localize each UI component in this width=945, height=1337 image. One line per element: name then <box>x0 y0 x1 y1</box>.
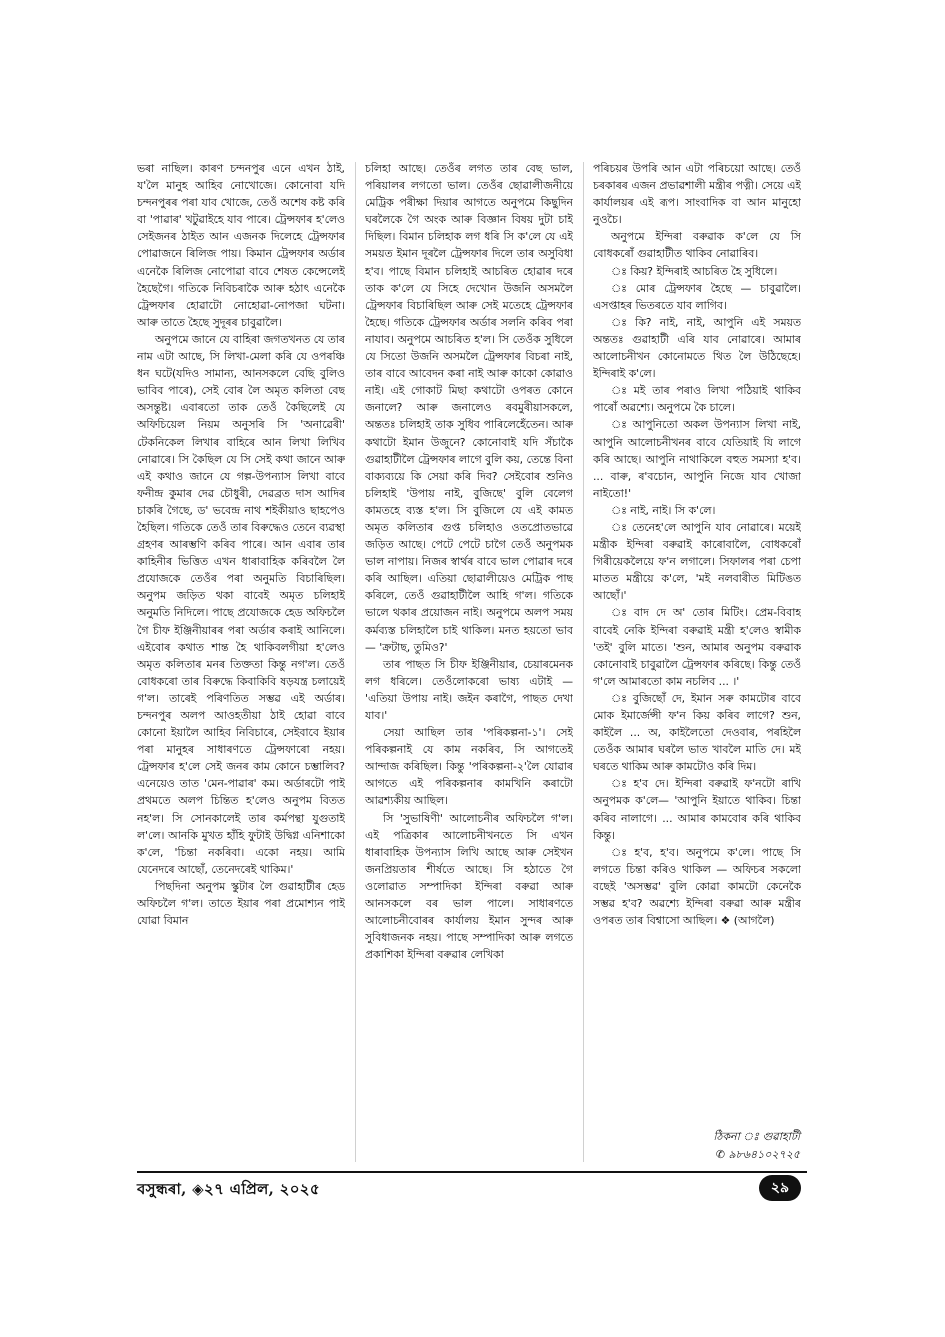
paragraph: ঃ বাদ দে অ' তোৰ মিটিং। প্ৰেম-বিবাহ বাবেই নেকি ইন্দিৰা বৰুৱাই মন্ত্ৰী হ'লেও স্বামীক 'তই' বুলি মাতে। 'শুন, আমাৰ অনুপম বৰুৱাক কোনোবাই চাবুৱালৈ ট্ৰেন্সফাৰ কৰিছে। কিন্তু তেওঁ গ'লে আমাৰতো কাম নচলিব ... ।' <box>593 606 801 688</box>
column-divider <box>355 162 356 1162</box>
paragraph: ঃ হ'ব দে। ইন্দিৰা বৰুৱাই ফ'নটো ৰাখি অনুপমক ক'লে— 'আপুনি ইয়াতে থাকিব। চিন্তা কৰিব নালাগে। ... আমাৰ কামবোৰ কৰি থাকিব কিন্তু। <box>593 777 801 842</box>
paragraph: পৰিচয়ৰ উপৰি আন এটা পৰিচয়ো আছে। তেওঁ চৰকাৰৰ এজন প্ৰভাৱশালী মন্ত্ৰীৰ পত্নী। সেয়ে এই কাৰ্যালয়ৰ এই ৰূপ। সাংবাদিক বা আন মানুহো নুওচৈ। <box>593 162 801 227</box>
paragraph: সেয়া আছিল তাৰ 'পৰিকল্পনা-১'। সেই পৰিকল্পনাই যে কাম নকৰিব, সি আগতেই আন্দাজ কৰিছিল। কিন্তু 'পৰিকল্পনা-২'লৈ যোৱাৰ আগতে এই পৰিকল্পনাৰ কামখিনি কৰাটো আৱশ্যকীয় আছিল। <box>365 726 573 808</box>
paragraph: অনুপমে জানে যে বাহিৰা জগতখনত যে তাৰ নাম এটা আছে, সি লিখা-মেলা কৰি যে ওপৰঞ্চি ধন ঘটে(যদিও সামান্য, আনসকলে বেছি বুলিও ভাবিব পাৰে), সেই বোৰ লৈ অমৃত কলিতা বেছ অসন্তুষ্ট। এবাৰতো তাক তেওঁ কৈছিলেই যে অফিচিয়েল নিয়ম অনুসৰি সি 'অনাৱেৰী' টেকনিকেল লিখাৰ বাহিৰে আন লিখা লিখিব নোৱাৰে। সি কৈছিল যে সি সেই কথা জানে আৰু এই কথাও জানে যে গল্প-উপন্যাস লিখা বাবে ফনীন্দ্ৰ কুমাৰ দেৱ চৌধুৰী, দেৱব্ৰত দাস আদিৰ চাকৰি গৈছে, ড' ভবেন্দ্ৰ নাথ শইকীয়াও ছাহপেও হৈছিল। গতিকে তেওঁ তাৰ বিৰুদ্ধেও তেনে ব্যৱস্থা গ্ৰহণৰ আৰম্ভণি কৰিব পাৰে। আন এবাৰ তাৰ কাহিনীৰ ভিত্তিত এখন ধাৰাবাহিক কৰিবলৈ লৈ প্ৰযোজকে তেওঁৰ পৰা অনুমতি বিচাৰিছিল। অনুপম জড়িত থকা বাবেই অমৃত চলিহাই অনুমতি নিদিলে। পাছে প্ৰযোজকে হেড অফিচলৈ গৈ চীফ ইঞ্জিনীয়াৰৰ পৰা অৰ্ডাৰ কৰাই আনিলে। এইবোৰ কথাত শান্ত হৈ থাকিবলগীয়া হ'লেও অমৃত কলিতাৰ মনৰ তিক্ততা কিন্তু নগ'ল। তেওঁ বোধকৰো তাৰ বিৰুদ্ধে কিবাকিবি ষড়যন্ত্ৰ চলায়েই গ'ল। তাৰেই পৰিণতিত সম্ভৱ এই অৰ্ডাৰ। চন্দনপুৰ অলপ আওহতীয়া ঠাই হোৱা বাবে কোনো ইয়ালৈ আহিব নিবিচাৰে, সেইবাবে ইয়াৰ পৰা মানুহৰ সাধাৰণতে ট্ৰেন্সফাৰো নহয়। ট্ৰেন্সফাৰ হ'লে সেই জনৰ কাম কোনে চম্ভালিব? এনেয়েও তাত 'মেন-পাৱাৰ' কম। অৰ্ডাৰটো পাই প্ৰথমতে অলপ চিন্তিত হ'লেও অনুপম বিতত নহ'ল। সি সোনকালেই তাৰ কৰ্মপন্থা যুগুতাই ল'লে। আনকি মুখত হাঁহি ফুটাই উদ্বিগ্ন এনিশাকো ক'লে, 'চিন্তা নকৰিবা। একো নহয়। আমি যেনেদৰে আছোঁ, তেনেদৰেই থাকিম।' <box>137 332 345 876</box>
author-address: ঠিকনা ঃ গুৱাহাটী <box>713 1130 800 1143</box>
article-column-1 <box>137 160 345 1170</box>
paragraph: ঃ হ'ব, হ'ব। অনুপমে ক'লে। পাছে সি লগতে চিন্তা কৰিও থাকিল — অফিচৰ সকলো বছেই 'অসম্ভৱ' বুলি কোৱা কামটো কেনেকৈ সম্ভৱ হ'ব? অৱশ্যে ইন্দিৰা বৰুৱা আৰু মন্ত্ৰীৰ ওপৰত তাৰ বিশ্বাসো আছিল। ❖ (আগলৈ) <box>593 845 801 928</box>
paragraph: পিছদিনা অনুপম স্কুটাৰ লৈ গুৱাহাটীৰ হেড অফিচলৈ গ'ল। তাতে ইয়াৰ পৰা প্ৰমোশ্যন পাই যোৱা বিমান <box>137 879 345 928</box>
column-divider <box>583 162 584 1162</box>
paragraph: ঃ কি? নাই, নাই, আপুনি এই সময়ত অন্ততঃ গুৱাহাটী এৰি যাব নোৱাৰে। আমাৰ আলোচনীখন কোনোমতে থিত লৈ উঠিছেহে। ইন্দিৰাই ক'লে। <box>593 315 801 381</box>
author-signature <box>600 1128 800 1164</box>
paragraph: ঃ নাই, নাই। সি ক'লে। <box>611 503 716 517</box>
paragraph: অনুপমে ইন্দিৰা বৰুৱাক ক'লে যে সি বোধকৰোঁ গুৱাহাটীত থাকিব নোৱাৰিব। <box>593 230 801 261</box>
footer-rule <box>137 1171 807 1173</box>
paragraph: ভৰা নাছিল। কাৰণ চন্দনপুৰ এনে এখন ঠাই, য'লৈ মানুহ আহিব নোখোজে। কোনোবা যদি চন্দনপুৰৰ পৰা যাব খোজে, তেওঁ অশেষ কষ্ট কৰি বা 'পাৱাৰ' খটুৱাইহে যাব পাৰে। ট্ৰেন্সফাৰ হ'লেও সেইজনৰ ঠাইত আন এজনক দিলেহে ট্ৰেন্সফাৰ পোৱাজনে ৰিলিজ পায়। কিমান ট্ৰেন্সফাৰ অৰ্ডাৰ এনেকৈ ৰিলিজ নোপোৱা বাবে শেষত কেন্সেলেই হৈছেগৈ। গতিকে নিবিচৰাকৈ আৰু হঠাৎ এনেকৈ ট্ৰেন্সফাৰ হোৱাটো নোহোৱা-নোপজা ঘটনা। আৰু তাতে হৈছে সুদূৰৰ চাবুৱালৈ। <box>137 162 345 329</box>
paragraph: ঃ কিয়? ইন্দিৰাই আচৰিত হৈ সুধিলে। <box>611 264 778 278</box>
paragraph: তাৰ পাছত সি চীফ ইঞ্জিনীয়াৰ, চেয়াৰমেনক লগ ধৰিলে। তেওঁলোকৰো ভাষ্য এটাই — 'এতিয়া উপায় নাই। জইন কৰাগৈ, পাছত দেখা যাব।' <box>365 657 573 722</box>
author-phone: ✆ ৯৮৬৪১০২৭২৫ <box>715 1148 800 1161</box>
paragraph: সি 'সুভাষিণী' আলোচনীৰ অফিচলৈ গ'ল। এই পত্ৰিকাৰ আলোচনীখনতে সি এখন ধাৰাবাহিক উপন্যাস লিখি আছে আৰু সেইখন জনপ্ৰিয়তাৰ শীৰ্ষতে আছে। সি হঠাতে গৈ ওলোৱাত সম্পাদিকা ইন্দিৰা বৰুৱা আৰু আনসকলে বৰ ভাল পালে। সাধাৰণতে আলোচনীবোৰৰ কাৰ্যালয় ইমান সুন্দৰ আৰু সুবিধাজনক নহয়। পাছে সম্পাদিকা আৰু লগতে প্ৰকাশিকা ইন্দিৰা বৰুৱাৰ লেখিকা <box>365 811 573 962</box>
article-column-2 <box>365 160 573 1170</box>
paragraph: ঃ তেনেহ'লে আপুনি যাব নোৱাৰে। ময়েই মন্ত্ৰীক ইন্দিৰা বৰুৱাই কাৰোবালৈ, বোধকৰোঁ গিৰীয়েকলৈয়ে ফ'ন লগালে। সিফালৰ পৰা চেপা মাতত মন্ত্ৰীয়ে ক'লে, 'মই নলবাৰীত মিটিঙত আছোঁ।' <box>593 520 801 603</box>
paragraph: ঃ আপুনিতো অকল উপন্যাস লিখা নাই, আপুনি আলোচনীখনৰ বাবে যেতিয়াই যি লাগে কৰি আছে। আপুনি নাথাকিলে বহুত সমস্যা হ'ব। ... বাৰু, ৰ'বচোন, আপুনি নিজে যাব খোজা নাইতো!' <box>593 418 801 500</box>
page-number: ২৯ <box>759 1175 801 1201</box>
paragraph: চলিহা আছে। তেওঁৰ লগত তাৰ বেছ ভাল, পৰিয়ালৰ লগতো ভাল। তেওঁৰ ছোৱালীজনীয়ে মেট্ৰিক পৰীক্ষা দিয়াৰ আগতে অনুপমে কিছুদিন ঘৰলৈকে গৈ অংক আৰু বিজ্ঞান বিষয় দুটা চাই দিছিল। বিমান চলিহাক লগ ধৰি সি ক'লে যে এই সময়ত ইমান দূৰলৈ ট্ৰেন্সফাৰ দিলে তাৰ অসুবিধা হ'ব। পাছে বিমান চলিহাই আচৰিত হোৱাৰ দৰে তাক ক'লে যে সিহে দেখোন উজনি অসমলৈ ট্ৰেন্সফাৰ বিচাৰিছিল আৰু সেই মতেহে ট্ৰেন্সফাৰ হৈছে। গতিকে ট্ৰেন্সফাৰ অৰ্ডাৰ সলনি কৰিব পৰা নাযাব। অনুপমে আচৰিত হ'ল। সি তেওঁক সুধিলে যে সিতো উজনি অসমলৈ ট্ৰেন্সফাৰ বিচৰা নাই, তাৰ বাবে আবেদন কৰা নাই আৰু কাকো কোৱাও নাই। এই গোকাট মিছা কথাটো ওপৰত কোনে জনালে? আৰু জনালেও ৰবমুৰীয়াসকলে, অন্ততঃ চলিহাই তাক সুধিব পাৰিলেহেঁতেন। আৰু কথাটো ইমান উজুনে? কোনোবাই যদি সঁচাকৈ গুৱাহাটীলৈ ট্ৰেন্সফাৰ লাগে বুলি কয়, তেন্তে বিনা বাক্যব্যয়ে কি সেয়া কৰি দিব? সেইবোৰ শুনিও চলিহাই 'উপায় নাই, বুজিছে' বুলি বেলেগ কামতহে ব্যস্ত হ'ল। সি বুজিলে যে এই কামত অমৃত কলিতাৰ গুপ্ত চলিহাও ওতপ্ৰোতভাৱে জড়িত আছে। পেটে পেটে চাগৈ তেওঁ অনুপমক ভাল নাপায়। নিজৰ স্বাৰ্থৰ বাবে ভাল পোৱাৰ দৰে কৰি আছিল। এতিয়া ছোৱালীয়েও মেট্ৰিক পাছ কৰিলে, তেওঁ গুৱাহাটীলৈ আহি গ'ল। গতিকে ভালে থকাৰ প্ৰয়োজন নাই। অনুপমে অলপ সময় কৰ্মব্যস্ত চলিহালৈ চাই থাকিল। মনত হয়তো ভাব — 'ক্ৰটাছ, তুমিও?' <box>365 162 573 654</box>
paragraph: ঃ মই তাৰ পৰাও লিখা পঠিয়াই থাকিব পাৰোঁ অৱশ্যে। অনুপমে কৈ চালে। <box>593 384 801 415</box>
magazine-footer: বসুন্ধৰা, ◈২৭ এপ্ৰিল, ২০২৫ <box>137 1180 320 1198</box>
paragraph: ঃ মোৰ ট্ৰেন্সফাৰ হৈছে — চাবুৱালৈ। এসপ্তাহৰ ভিতৰতে যাব লাগিব। <box>593 281 801 312</box>
article-column-3 <box>593 160 801 1150</box>
paragraph: ঃ বুজিছোঁ দে, ইমান সৰু কামটোৰ বাবে মোক ইমাৰ্জেন্সী ফ'ন কিয় কৰিব লাগে? শুন, কাইলৈ ... অ, কাইলৈতো দেওবাৰ, পৰহিলৈ তেওঁক আমাৰ ঘৰলৈ ভাত খাবলৈ মাতি দে। মই ঘৰতে থাকিম আৰু কামটোও কৰি দিম। <box>593 691 801 774</box>
